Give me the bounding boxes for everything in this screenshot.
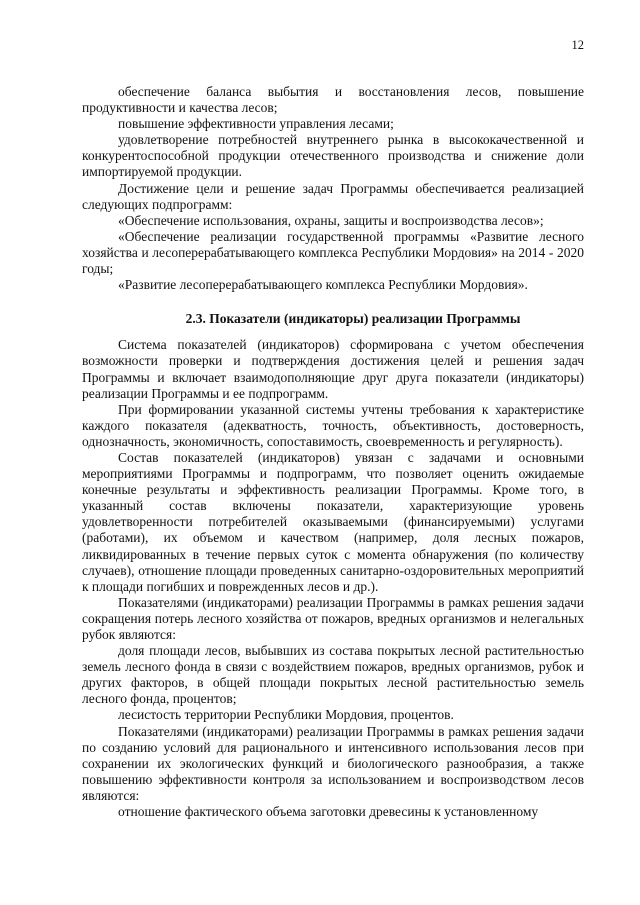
paragraph: обеспечение баланса выбытия и восстановления лесов, повышение продуктивности и качества лесов; [82, 84, 584, 116]
paragraph: «Развитие лесоперерабатывающего комплекса Республики Мордовия». [118, 277, 528, 293]
paragraph: Достижение цели и решение задач Программы обеспечивается реализацией следующих подпрограмм: [82, 180, 584, 212]
paragraph: Показателями (индикаторами) реализации Программы в рамках решения задачи сокращения потерь лесного хозяйства от пожаров, вредных организмов и нелегальных рубок являются: [82, 594, 584, 642]
document-body [82, 84, 584, 820]
paragraph: отношение фактического объема заготовки древесины к установленному [118, 804, 539, 820]
paragraph: Показателями (индикаторами) реализации Программы в рамках решения задачи по созданию условий для рационального и интенсивного использования лесов при сохранении их экологических функций и биологического разнообразия, а также повышению эффективности контроля за использованием и воспроизводством лесов являются: [82, 723, 584, 803]
paragraph: «Обеспечение использования, охраны, защиты и воспроизводства лесов»; [118, 212, 544, 228]
section-heading: 2.3. Показатели (индикаторы) реализации Программы [185, 311, 521, 327]
paragraph: удовлетворение потребностей внутреннего рынка в высококачественной и конкурентоспособной продукции отечественного производства и снижение доли импортируемой продукции. [82, 132, 584, 180]
paragraph: «Обеспечение реализации государственной программы «Развитие лесного хозяйства и лесоперерабатывающего комплекса Республики Мордовия» на 2014 - 2020 годы; [82, 228, 584, 277]
page-number: 12 [571, 38, 584, 52]
paragraph: Система показателей (индикаторов) сформирована с учетом обеспечения возможности проверки и подтверждения достижения целей и решения задач Программы и включает взаимодополняющие друг друга показатели (индикаторы) реализации Программы и ее подпрограмм. [82, 337, 584, 401]
paragraph: повышение эффективности управления лесами; [118, 116, 394, 132]
paragraph: доля площади лесов, выбывших из состава покрытых лесной растительностью земель лесного фонда в связи с воздействием пожаров, вредных организмов, рубок и других факторов, в общей площади покрытых лесной растительностью земель лесного фонда, процентов; [82, 643, 584, 707]
paragraph: лесистость территории Республики Мордовия, процентов. [118, 707, 454, 723]
paragraph: Состав показателей (индикаторов) увязан с задачами и основными мероприятиями Программы и подпрограмм, что позволяет оценить ожидаемые конечные результаты и эффективность реализации Программы. Кроме того, в указанный состав включены показатели, характеризующие уровень удовлетворенности потребителей оказываемыми (финансируемыми) услугами (работами), их объемом и качеством (например, доля лесных пожаров, ликвидированных в течение первых суток с момента обнаружения (по количеству случаев), отношение площади проведенных санитарно-оздоровительных мероприятий к площади погибших и поврежденных лесов и др.). [82, 449, 584, 594]
paragraph: При формировании указанной системы учтены требования к характеристике каждого показателя (адекватность, точность, объективность, достоверность, однозначность, экономичность, сопоставимость, своевременность и регулярность). [82, 401, 584, 449]
